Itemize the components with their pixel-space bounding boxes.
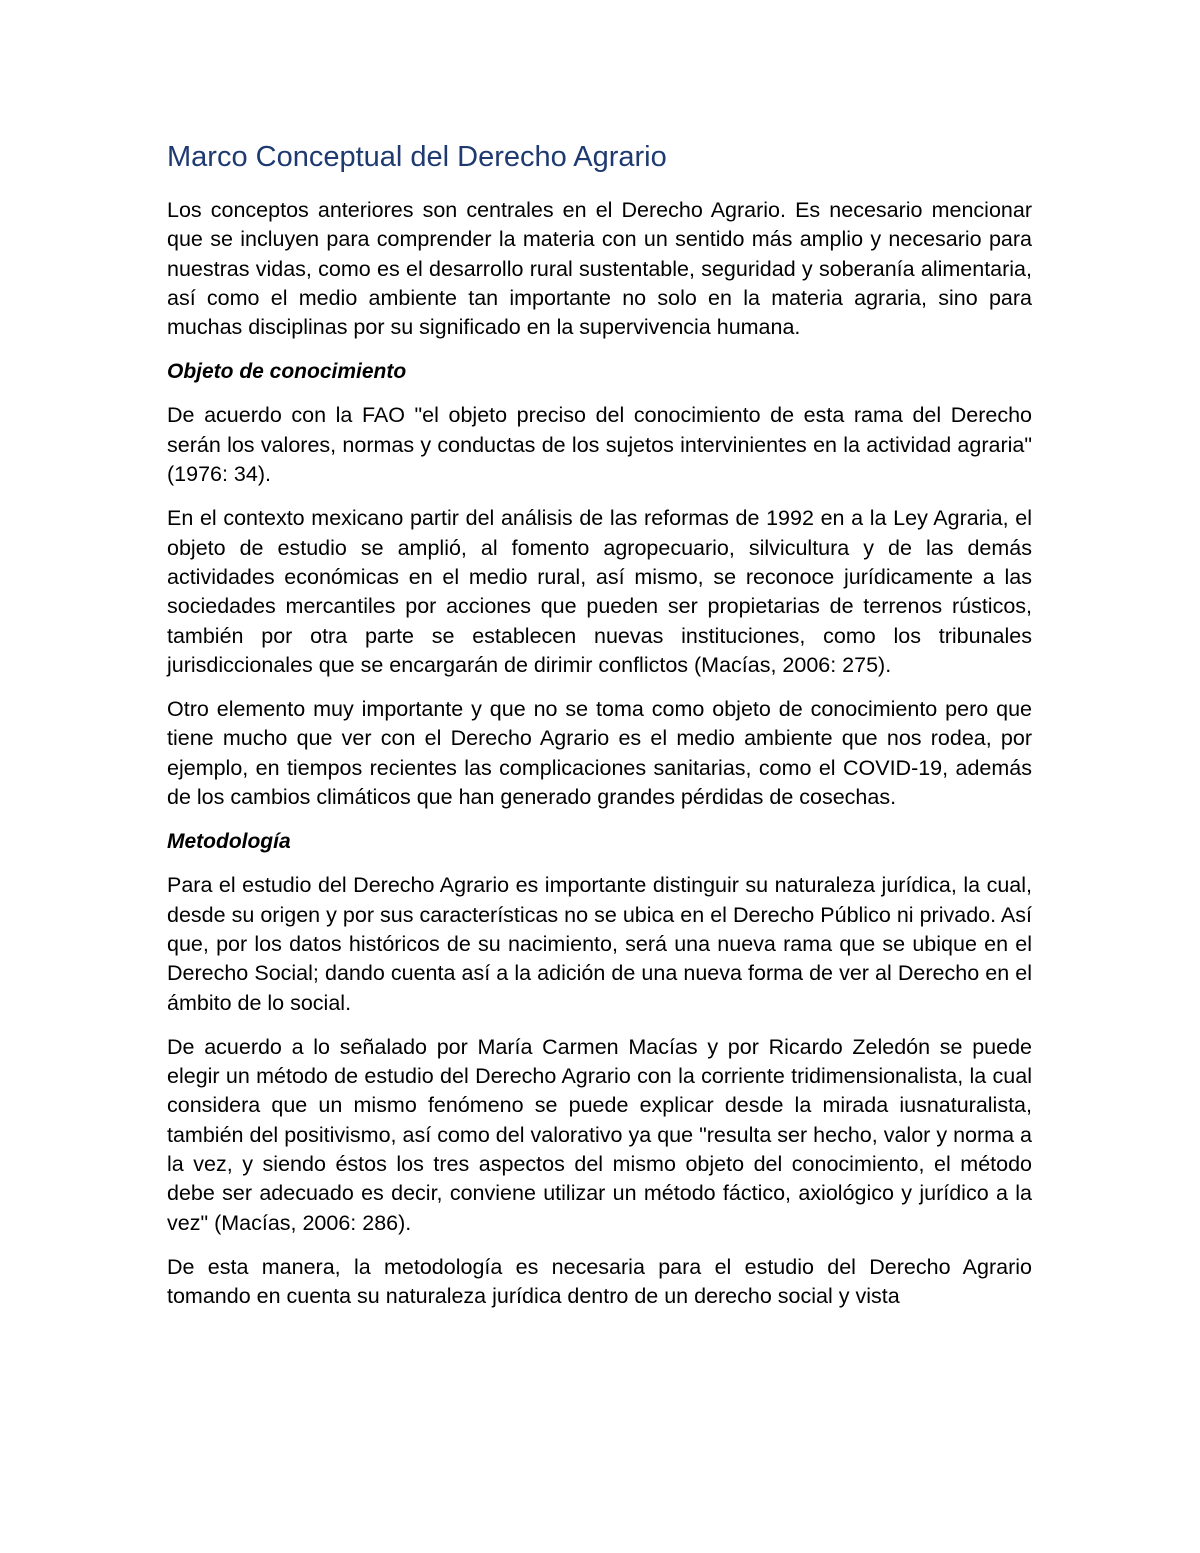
paragraph: En el contexto mexicano partir del análisis de las reformas de 1992 en a la Ley Agraria, el objeto de estudio se amplió, al fomento agropecuario, silvicultura y de las demás actividades económicas en el medio rural, así mismo, se reconoce jurídicamente a las sociedades mercantiles por acciones que pueden ser propietarias de terrenos rústicos, también por otra parte se establecen nuevas instituciones, como los tribunales jurisdiccionales que se encargarán de dirimir conflictos (Macías, 2006: 275).: [167, 506, 1032, 677]
document-title: Marco Conceptual del Derecho Agrario: [167, 141, 667, 173]
section-heading-metodologia: Metodología: [167, 830, 291, 854]
document-body: [167, 138, 1032, 1327]
paragraph: Otro elemento muy importante y que no se toma como objeto de conocimiento pero que tiene mucho que ver con el Derecho Agrario es el medio ambiente que nos rodea, por ejemplo, en tiempos recientes las complicaciones sanitarias, como el COVID-19, además de los cambios climáticos que han generado grandes pérdidas de cosechas.: [167, 697, 1032, 810]
paragraph: De acuerdo con la FAO "el objeto preciso del conocimiento de esta rama del Derecho serán los valores, normas y conductas de los sujetos intervinientes en la actividad agraria" (1976: 34).: [167, 403, 1032, 487]
paragraph: De esta manera, la metodología es necesaria para el estudio del Derecho Agrario tomando en cuenta su naturaleza jurídica dentro de un derecho social y vista: [167, 1254, 1032, 1309]
section-heading-objeto: Objeto de conocimiento: [167, 360, 407, 384]
paragraph: Para el estudio del Derecho Agrario es importante distinguir su naturaleza jurídica, la cual, desde su origen y por sus características no se ubica en el Derecho Público ni privado. Así que, por los datos históricos de su nacimiento, será una nueva rama que se ubique en el Derecho Social; dando cuenta así a la adición de una nueva forma de ver al Derecho en el ámbito de lo social.: [167, 873, 1032, 1015]
intro-paragraph: Los conceptos anteriores son centrales en el Derecho Agrario. Es necesario mencionar que se incluyen para comprender la materia con un sentido más amplio y necesario para nuestras vidas, como es el desarrollo rural sustentable, seguridad y soberanía alimentaria, así como el medio ambiente tan importante no solo en la materia agraria, sino para muchas disciplinas por su significado en la supervivencia humana.: [167, 198, 1032, 340]
paragraph: De acuerdo a lo señalado por María Carmen Macías y por Ricardo Zeledón se puede elegir un método de estudio del Derecho Agrario con la corriente tridimensionalista, la cual considera que un mismo fenómeno se puede explicar desde la mirada iusnaturalista, también del positivismo, así como del valorativo ya que "resulta ser hecho, valor y norma a la vez, y siendo éstos los tres aspectos del mismo objeto del conocimiento, el método debe ser adecuado es decir, conviene utilizar un método fáctico, axiológico y jurídico a la vez" (Macías, 2006: 286).: [167, 1034, 1032, 1235]
